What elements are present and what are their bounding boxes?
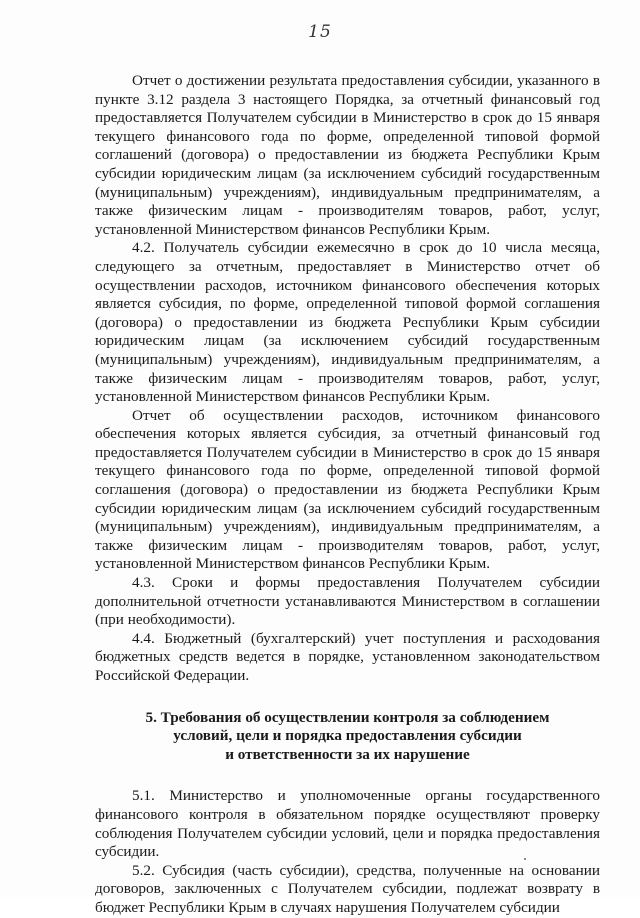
paragraph-expense-report: Отчет об осуществлении расходов, источником финансового обеспечения которых является субсидия, за отчетный финансовый год предоставляется Получателем субсидии в Министерство в срок до 15 января текущего финансового года по форме, определенной типовой формой соглашения (договора) о предоставлении из бюджета Республики Крым субсидии юридическим лицам (за исключением субсидий государственным (муниципальным) учреждениям), индивидуальным предпринимателям, а также физическим лицам - производителям товаров, работ, услуг, установленной Министерством финансов Республики Крым. — [95, 406, 600, 573]
section-title-line-2: условий, цели и порядка предоставления субсидии — [173, 727, 522, 745]
paragraph-4-4: 4.4. Бюджетный (бухгалтерский) учет поступления и расходования бюджетных средств ведется в порядке, установленном законодательством Российской Федерации. — [95, 629, 600, 684]
section-title-line-1: 5. Требования об осуществлении контроля за соблюдением — [145, 708, 550, 726]
document-body — [95, 72, 600, 918]
paragraph-5-1: 5.1. Министерство и уполномоченные органы государственного финансового контроля в обязательном порядке осуществляют проверку соблюдения Получателем субсидии условий, цели и порядка предоставления субсидии. — [95, 787, 600, 861]
section-5-title — [95, 709, 600, 765]
paragraph-4-2: 4.2. Получатель субсидии ежемесячно в срок до 10 числа месяца, следующего за отчетным, предоставляет в Министерство отчет об осуществлении расходов, источником финансового обеспечения которых является субсидия, по форме, определенной типовой формой соглашения (договора) о предоставлении из бюджета Республики Крым субсидии юридическим лицам (за исключением субсидий государственным (муниципальным) учреждениям), индивидуальным предпринимателям, а также физическим лицам - производителям товаров, работ, услуг, установленной Министерством финансов Республики Крым. — [95, 239, 600, 406]
paragraph-report-result: Отчет о достижении результата предоставления субсидии, указанного в пункте 3.12 раздела 3 настоящего Порядка, за отчетный финансовый год предоставляется Получателем субсидии в Министерство в срок до 15 января текущего финансового года по форме, определенной типовой формой соглашений (договора) о предоставлении из бюджета Республики Крым субсидии юридическим лицам (за исключением субсидий государственным (муниципальным) учреждениям), индивидуальным предпринимателям, а также физическим лицам - производителям товаров, работ, услуг, установленной Министерством финансов Республики Крым. — [95, 72, 600, 238]
paragraph-5-2: 5.2. Субсидия (часть субсидии), средства, полученные на основании договоров, заключенных с Получателем субсидии, подлежат возврату в бюджет Республики Крым в случаях нарушения Получателем субсидии — [95, 861, 600, 916]
page-number: 15 — [308, 22, 332, 42]
section-title-line-3: и ответственности за их нарушение — [225, 745, 470, 763]
paragraph-4-3: 4.3. Сроки и формы предоставления Получателем субсидии дополнительной отчетности устанавливаются Министерством в соглашении (при необходимости). — [95, 574, 600, 629]
scan-speck — [524, 858, 526, 860]
